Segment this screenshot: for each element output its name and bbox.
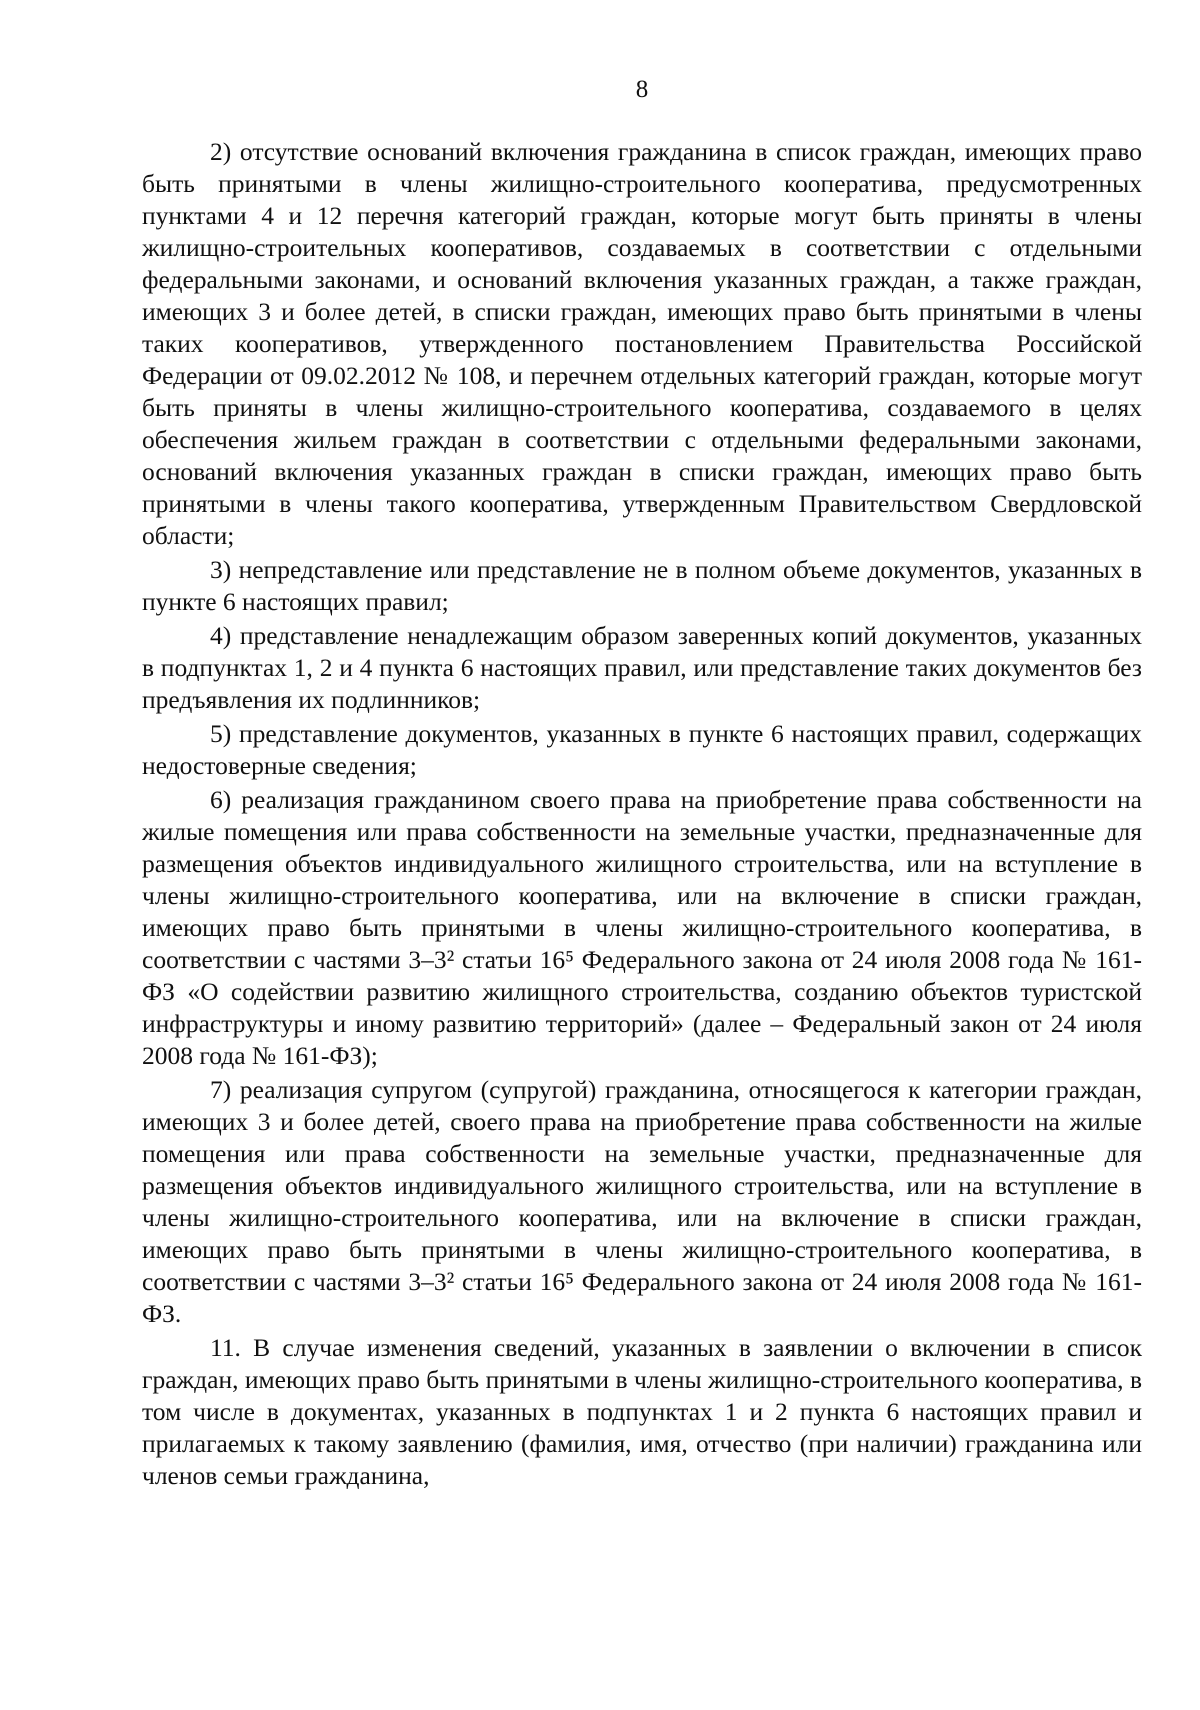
paragraph-item-6: 6) реализация гражданином своего права на приобретение права собственности на жилые помещения или права собственности на земельные участки, предназначенные для размещения объектов индивидуального жилищного строительства, или на вступление в члены жилищно-строительного кооператива, или на включение в списки граждан, имеющих право быть принятыми в члены жилищно-строительного кооператива, в соответствии с частями 3–3² статьи 16⁵ Федерального закона от 24 июля 2008 года № 161-ФЗ «О содействии развитию жилищного строительства, созданию объектов туристской инфраструктуры и иному развитию территорий» (далее – Федеральный закон от 24 июля 2008 года № 161-ФЗ); — [142, 785, 1142, 1070]
page-number: 8 — [635, 76, 649, 103]
paragraph-item-7: 7) реализация супругом (супругой) гражданина, относящегося к категории граждан, имеющих 3 и более детей, своего права на приобретение права собственности на жилые помещения или права собственности на земельные участки, предназначенные для размещения объектов индивидуального жилищного строительства, или на вступление в члены жилищно-строительного кооператива, или на включение в списки граждан, имеющих право быть принятыми в члены жилищно-строительного кооператива, в соответствии с частями 3–3² статьи 16⁵ Федерального закона от 24 июля 2008 года № 161-ФЗ. — [142, 1075, 1142, 1328]
paragraph-item-5: 5) представление документов, указанных в пункте 6 настоящих правил, содержащих недостоверные сведения; — [142, 719, 1142, 780]
document-body — [142, 136, 1142, 1492]
paragraph-item-3: 3) непредставление или представление не в полном объеме документов, указанных в пункте 6 настоящих правил; — [142, 555, 1142, 616]
paragraph-clause-11: 11. В случае изменения сведений, указанных в заявлении о включении в список граждан, имеющих право быть принятыми в члены жилищно-строительного кооператива, в том числе в документах, указанных в подпунктах 1 и 2 пункта 6 настоящих правил и прилагаемых к такому заявлению (фамилия, имя, отчество (при наличии) гражданина или членов семьи гражданина, — [142, 1333, 1142, 1490]
paragraph-item-2: 2) отсутствие оснований включения гражданина в список граждан, имеющих право быть принятыми в члены жилищно-строительного кооператива, предусмотренных пунктами 4 и 12 перечня категорий граждан, которые могут быть приняты в члены жилищно-строительных кооперативов, создаваемых в соответствии с отдельными федеральными законами, и оснований включения указанных граждан, а также граждан, имеющих 3 и более детей, в списки граждан, имеющих право быть принятыми в члены таких кооперативов, утвержденного постановлением Правительства Российской Федерации от 09.02.2012 № 108, и перечнем отдельных категорий граждан, которые могут быть приняты в члены жилищно-строительного кооператива, создаваемого в целях обеспечения жильем граждан в соответствии с отдельными федеральными законами, оснований включения указанных граждан в списки граждан, имеющих право быть принятыми в члены такого кооператива, утвержденным Правительством Свердловской области; — [142, 137, 1142, 550]
paragraph-item-4: 4) представление ненадлежащим образом заверенных копий документов, указанных в подпунктах 1, 2 и 4 пункта 6 настоящих правил, или представление таких документов без предъявления их подлинников; — [142, 621, 1142, 714]
